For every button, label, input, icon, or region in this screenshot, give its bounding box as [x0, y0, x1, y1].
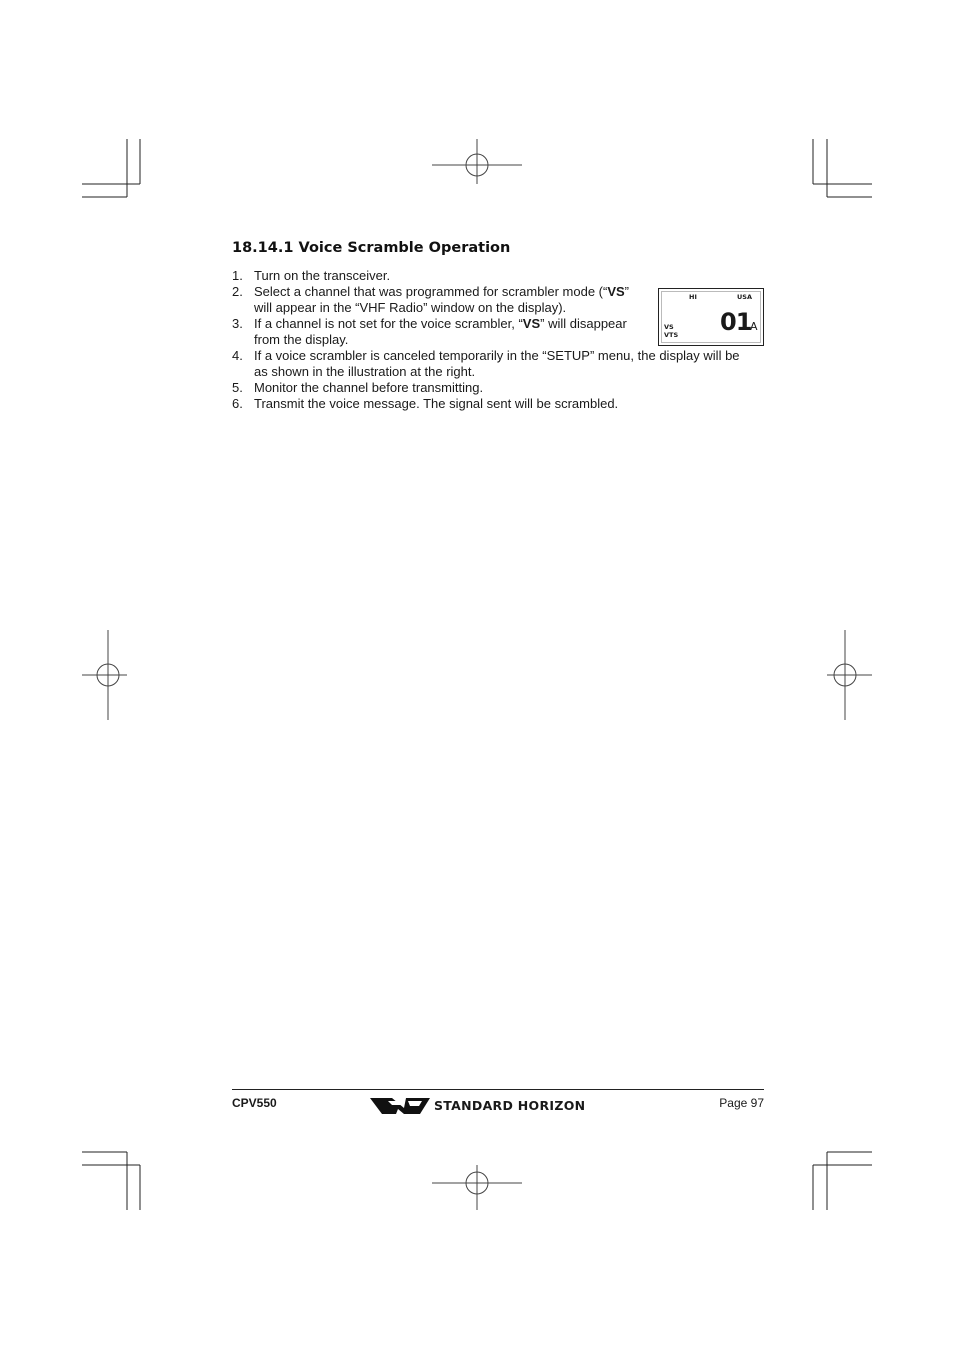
brand-mark-icon: [370, 1098, 430, 1114]
step-number: 5.: [232, 380, 243, 395]
lcd-region-label: USA: [737, 293, 752, 301]
step-text: Monitor the channel before transmitting.: [254, 380, 484, 395]
step-text: If a channel is not set for the voice scrambler, “VS” will disappear from the display.: [254, 316, 627, 347]
step-number: 2.: [232, 284, 243, 299]
lcd-vts-label: VTS: [664, 331, 679, 339]
step-number: 3.: [232, 316, 243, 331]
lcd-vs-label: VS: [664, 323, 674, 331]
brand-name: STANDARD HORIZON: [434, 1098, 586, 1113]
step-text: If a voice scrambler is canceled temporarily in the “SETUP” menu, the display will be as shown in the illustration at the right.: [254, 348, 740, 379]
page-number: Page 97: [719, 1096, 764, 1110]
step-number: 1.: [232, 268, 243, 283]
step-text: Turn on the transceiver.: [254, 268, 391, 283]
step-item: [232, 396, 764, 412]
step-item: [232, 268, 764, 284]
step-number: 4.: [232, 348, 243, 363]
lcd-channel-number: 01: [720, 308, 752, 336]
step-text: Select a channel that was programmed for scrambler mode (“VS” will appear in the “VHF Radio” window on the display).: [254, 284, 630, 315]
footer-model: CPV550: [232, 1096, 277, 1110]
section-heading: 18.14.1 Voice Scramble Operation: [232, 240, 511, 256]
step-number: 6.: [232, 396, 243, 411]
step-item: [232, 348, 764, 380]
lcd-power-label: HI: [689, 293, 697, 301]
footer-divider: [232, 1089, 764, 1090]
step-text: Transmit the voice message. The signal sent will be scrambled.: [254, 396, 619, 411]
lcd-channel-suffix: A: [750, 320, 758, 333]
step-item: [232, 380, 764, 396]
lcd-illustration: [658, 288, 764, 346]
